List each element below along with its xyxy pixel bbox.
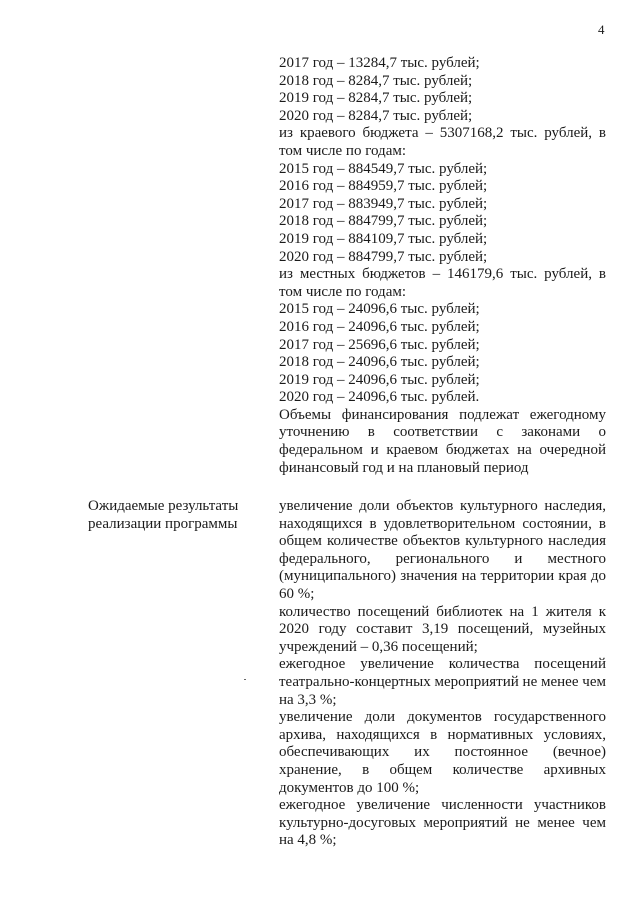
- funding-line: 2020 год – 24096,6 тыс. рублей.: [279, 389, 480, 406]
- funding-line: 2019 год – 8284,7 тыс. рублей;: [279, 90, 473, 107]
- funding-line: 2019 год – 24096,6 тыс. рублей;: [279, 371, 480, 388]
- scan-speck: [244, 679, 246, 680]
- funding-note: Объемы финансирования подлежат ежегодному уточнению в соответствии с законами о федеральном и краевом бюджетах на очередной финансовый год и на плановый период: [279, 406, 606, 476]
- funding-line: 2015 год – 24096,6 тыс. рублей;: [279, 301, 480, 318]
- funding-line: 2020 год – 8284,7 тыс. рублей;: [279, 107, 473, 124]
- funding-line: из местных бюджетов – 146179,6 тыс. рублей, в том числе по годам:: [279, 266, 606, 300]
- funding-line: 2017 год – 13284,7 тыс. рублей;: [279, 55, 480, 71]
- funding-line: 2015 год – 884549,7 тыс. рублей;: [279, 160, 488, 177]
- result-item: ежегодное увеличение количества посещений театрально-концертных мероприятий не менее чем на 3,3 %;: [279, 656, 606, 708]
- funding-line: 2017 год – 25696,6 тыс. рублей;: [279, 336, 480, 353]
- funding-line: 2016 год – 24096,6 тыс. рублей;: [279, 318, 480, 335]
- funding-line: 2020 год – 884799,7 тыс. рублей;: [279, 248, 488, 265]
- funding-line: 2018 год – 884799,7 тыс. рублей;: [279, 213, 488, 230]
- result-item: увеличение доли объектов культурного наследия, находящихся в удовлетворительном состоянии, в общем количестве объектов культурного наследия федерального, регионального и местного (муниципального) значения на территории края до 60 %;: [279, 498, 606, 602]
- result-item: количество посещений библиотек на 1 жителя к 2020 году составит 3,19 посещений, музейных учреждений – 0,36 посещений;: [279, 603, 606, 655]
- expected-results-label-cell: [88, 498, 266, 533]
- funding-section: [279, 55, 606, 477]
- result-item: ежегодное увеличение численности участников культурно-досуговых мероприятий не менее чем на 4,8 %;: [279, 797, 606, 849]
- funding-line: 2018 год – 8284,7 тыс. рублей;: [279, 72, 473, 89]
- funding-line: из краевого бюджета – 5307168,2 тыс. рублей, в том числе по годам:: [279, 125, 606, 159]
- funding-line: 2018 год – 24096,6 тыс. рублей;: [279, 354, 480, 371]
- expected-results-section: [279, 498, 606, 850]
- funding-line: 2019 год – 884109,7 тыс. рублей;: [279, 230, 488, 247]
- result-item: увеличение доли документов государственного архива, находящихся в нормативных условиях, обеспечивающих их постоянное (вечное) хранение, в общем количестве архивных документов до 100 %;: [279, 709, 606, 796]
- expected-results-label: Ожидаемые результаты реализации программы: [88, 498, 239, 532]
- funding-line: 2016 год – 884959,7 тыс. рублей;: [279, 178, 488, 195]
- page-number: 4: [598, 22, 605, 37]
- funding-line: 2017 год – 883949,7 тыс. рублей;: [279, 195, 488, 212]
